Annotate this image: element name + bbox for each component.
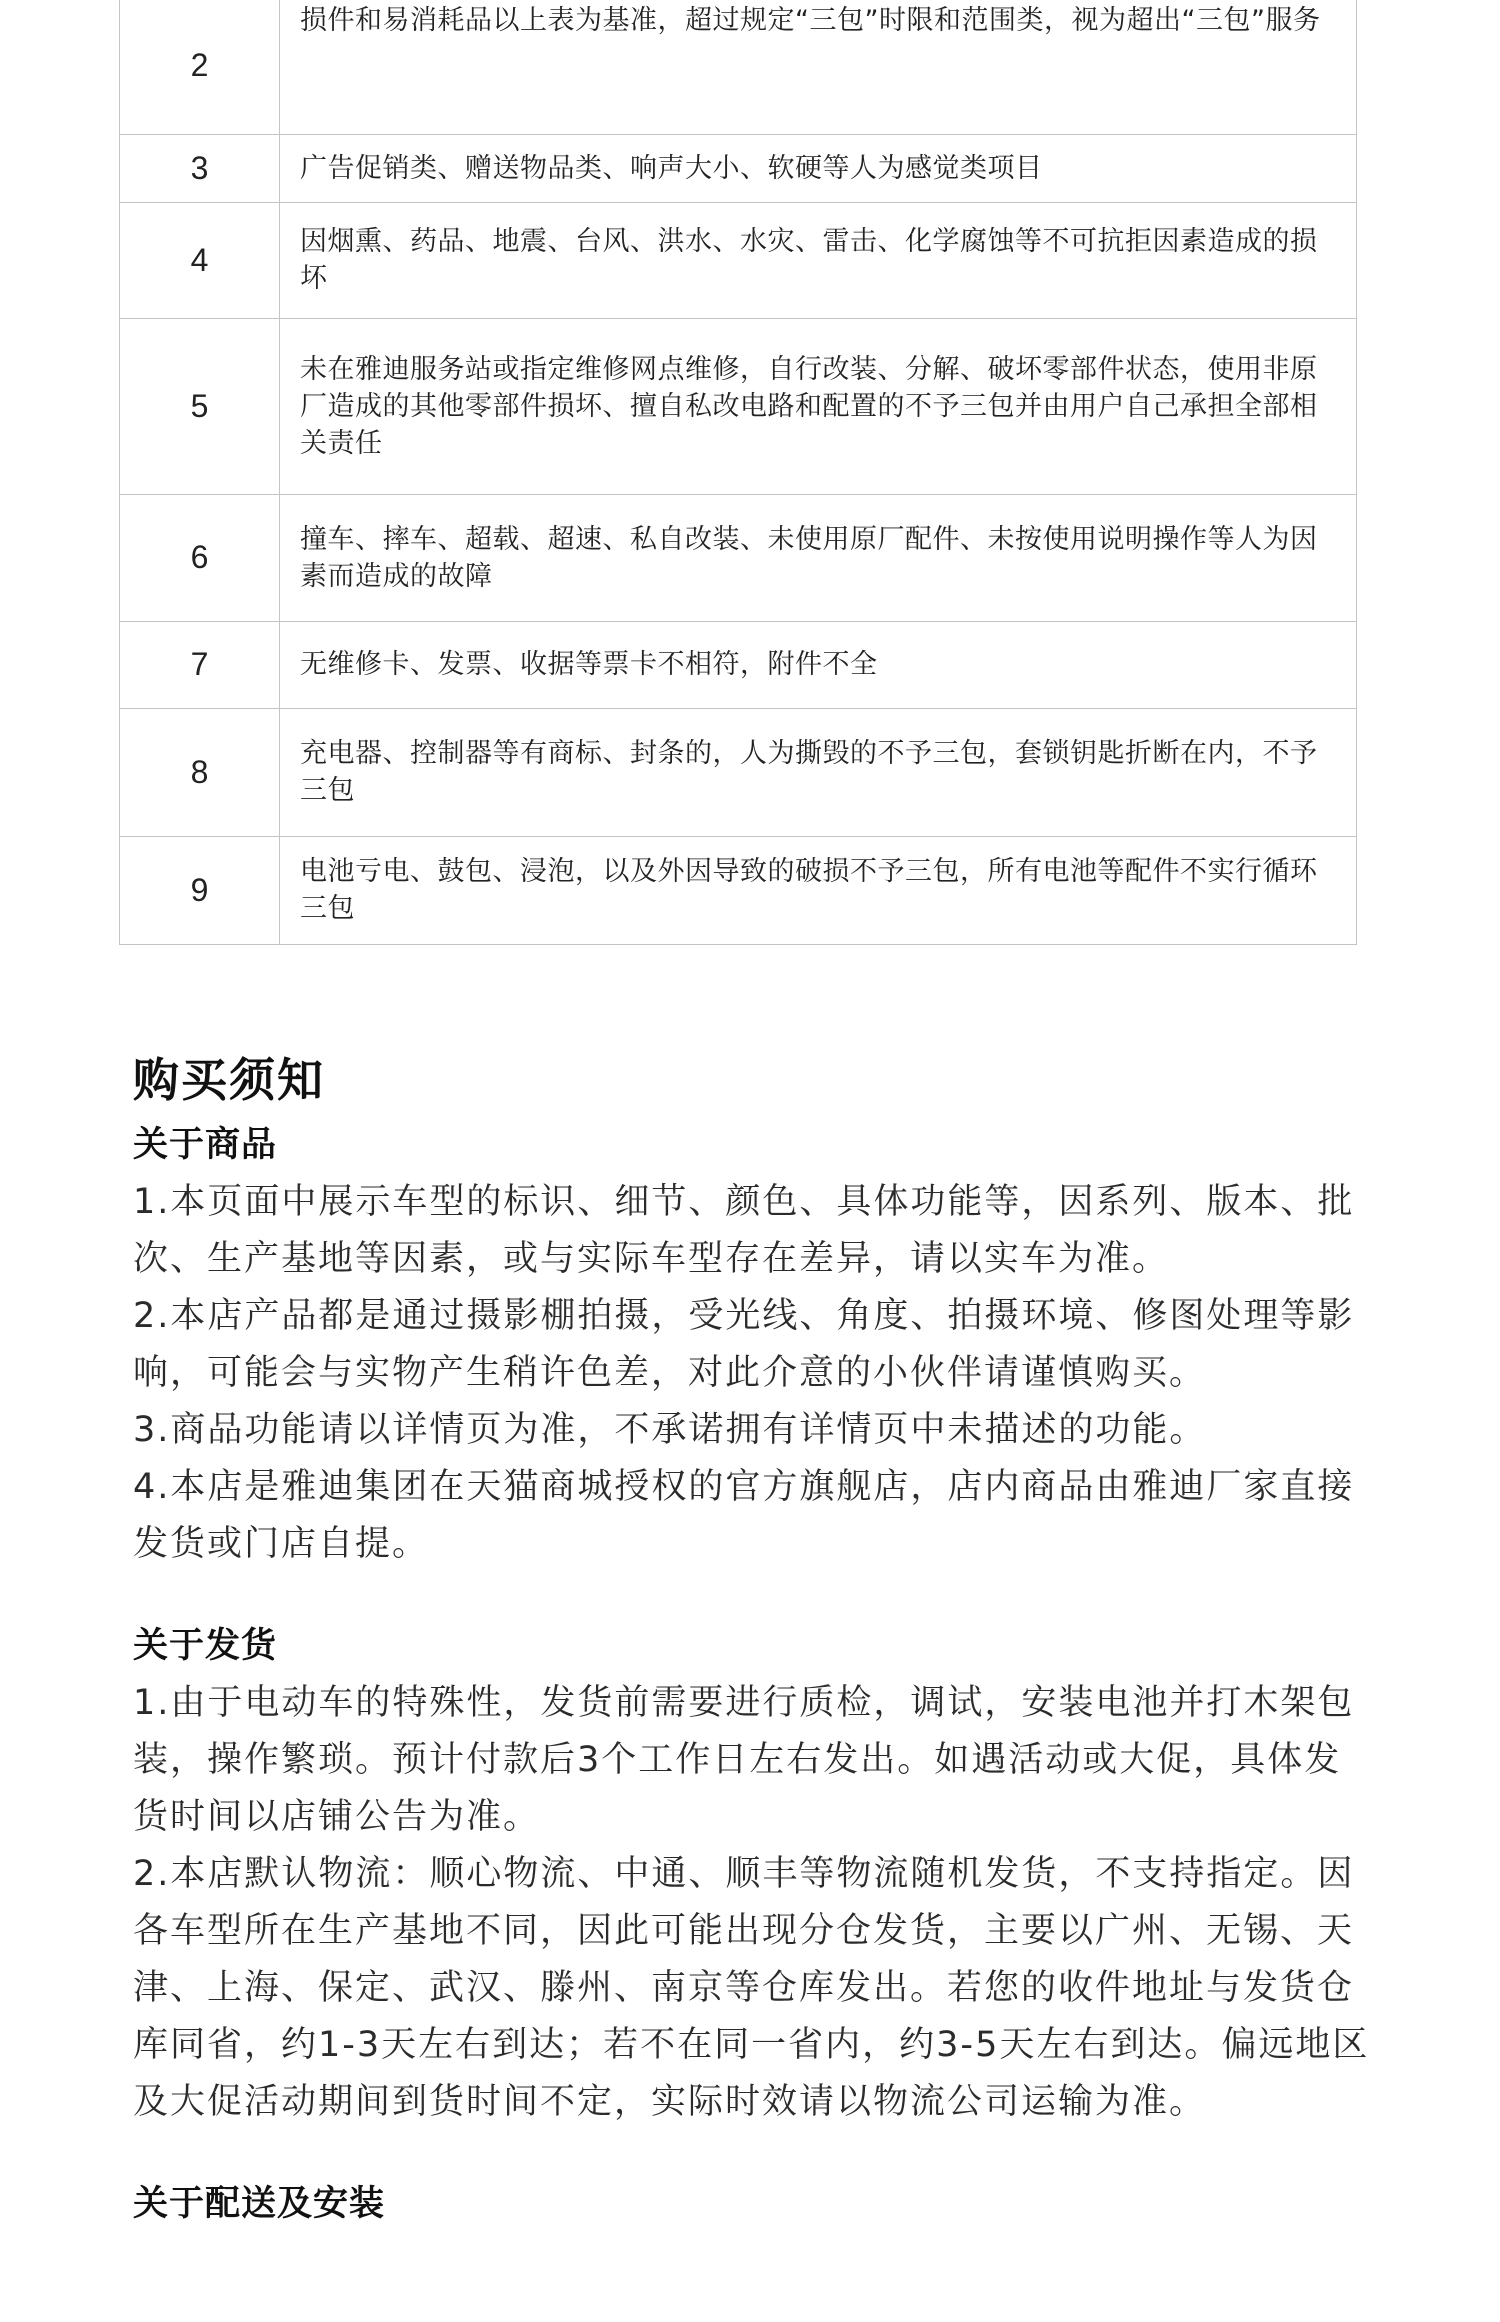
purchase-notes-title: 购买须知 <box>133 1053 325 1107</box>
table-row <box>120 318 1357 494</box>
shipping-note: 2.本店默认物流：顺心物流、中通、顺丰等物流随机发货，不支持指定。因各车型所在生产基地不同，因此可能出现分仓发货，主要以广州、无锡、天津、上海、保定、武汉、滕州、南京等仓库发出。若您的收件地址与发货仓库同省，约1-3天左右到达；若不在同一省内，约3-5天左右到达。偏远地区及大促活动期间到货时间不定，实际时效请以物流公司运输为准。 <box>133 1854 1370 2122</box>
shipping-note: 1.由于电动车的特殊性，发货前需要进行质检，调试，安装电池并打木架包装，操作繁琐。预计付款后3个工作日左右发出。如遇活动或大促，具体发货时间以店铺公告为准。 <box>133 1683 1355 1837</box>
table-row <box>120 494 1357 621</box>
table-row <box>120 708 1357 836</box>
row-description: 无维修卡、发票、收据等票卡不相符，附件不全 <box>280 621 1357 708</box>
row-number: 5 <box>120 318 280 494</box>
purchase-notes <box>133 1044 1373 2277</box>
row-description: 损件和易消耗品以上表为基准，超过规定“三包”时限和范围类，视为超出“三包”服务 <box>280 0 1357 134</box>
warranty-exclusion-table <box>119 0 1357 945</box>
delivery-heading: 关于配送及安装 <box>133 2184 386 2224</box>
exclusion-table-wrapper <box>119 0 1357 945</box>
row-number: 7 <box>120 621 280 708</box>
table-row <box>120 621 1357 708</box>
row-description: 充电器、控制器等有商标、封条的，人为撕毁的不予三包，套锁钥匙折断在内，不予三包 <box>280 708 1357 836</box>
table-row <box>120 836 1357 944</box>
product-note: 2.本店产品都是通过摄影棚拍摄，受光线、角度、拍摄环境、修图处理等影响，可能会与实物产生稍许色差，对此介意的小伙伴请谨慎购买。 <box>133 1296 1355 1393</box>
product-note: 3.商品功能请以详情页为准，不承诺拥有详情页中未描述的功能。 <box>133 1410 1207 1450</box>
table-row <box>120 0 1357 134</box>
row-number: 2 <box>120 0 280 134</box>
product-note: 1.本页面中展示车型的标识、细节、颜色、具体功能等，因系列、版本、批次、生产基地等因素，或与实际车型存在差异，请以实车为准。 <box>133 1182 1355 1279</box>
row-number: 4 <box>120 202 280 318</box>
row-number: 6 <box>120 494 280 621</box>
row-description: 未在雅迪服务站或指定维修网点维修，自行改装、分解、破坏零部件状态，使用非原厂造成的其他零部件损坏、擅自私改电路和配置的不予三包并由用户自己承担全部相关责任 <box>280 318 1357 494</box>
row-description: 电池亏电、鼓包、浸泡，以及外因导致的破损不予三包，所有电池等配件不实行循环三包 <box>280 836 1357 944</box>
table-row <box>120 202 1357 318</box>
product-heading: 关于商品 <box>133 1125 278 1165</box>
shipping-section <box>133 1617 1373 2131</box>
delivery-section <box>133 2175 1373 2233</box>
product-section <box>133 1116 1373 1573</box>
row-number: 8 <box>120 708 280 836</box>
table-row <box>120 134 1357 202</box>
row-description: 撞车、摔车、超载、超速、私自改装、未使用原厂配件、未按使用说明操作等人为因素而造成的故障 <box>280 494 1357 621</box>
product-note: 4.本店是雅迪集团在天猫商城授权的官方旗舰店，店内商品由雅迪厂家直接发货或门店自提。 <box>133 1467 1355 1564</box>
row-description: 广告促销类、赠送物品类、响声大小、软硬等人为感觉类项目 <box>280 134 1357 202</box>
row-number: 3 <box>120 134 280 202</box>
row-number: 9 <box>120 836 280 944</box>
row-description: 因烟熏、药品、地震、台风、洪水、水灾、雷击、化学腐蚀等不可抗拒因素造成的损坏 <box>280 202 1357 318</box>
shipping-heading: 关于发货 <box>133 1626 278 1666</box>
